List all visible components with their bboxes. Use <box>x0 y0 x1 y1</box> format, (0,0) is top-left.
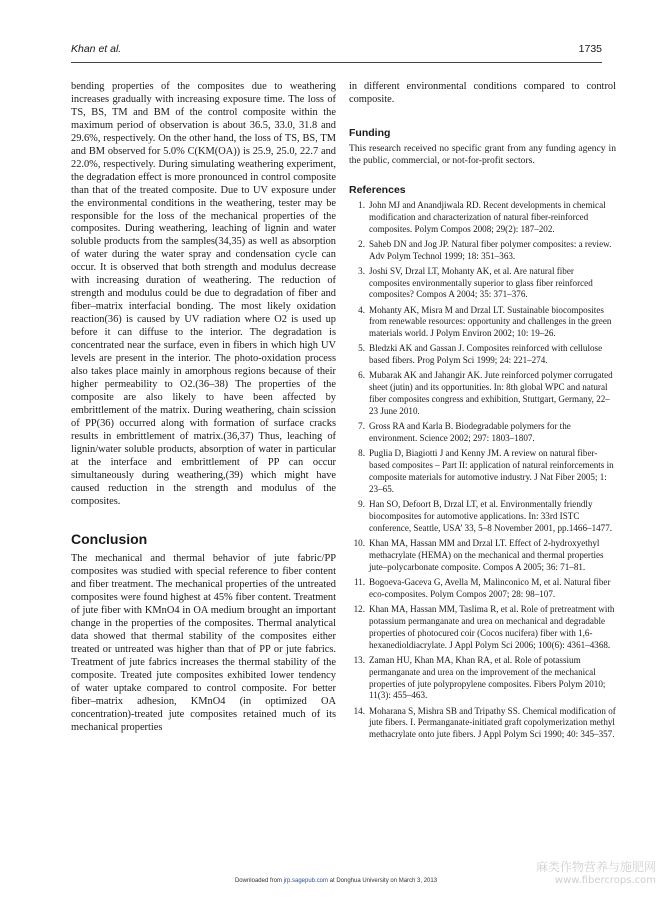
left-column <box>71 81 336 735</box>
watermark-title: 麻类作物营养与施肥网 <box>535 860 656 874</box>
reference-item <box>349 538 616 574</box>
reference-text: Bledzki AK and Gassan J. Composites reinforced with cellulose based fibers. Prog Polym Sci 1999; 24: 221–274. <box>369 343 603 366</box>
reference-number: 3. <box>358 265 365 276</box>
conclusion-heading: Conclusion <box>71 531 148 548</box>
reference-item <box>349 706 616 742</box>
reference-item <box>349 239 616 263</box>
funding-heading: Funding <box>349 126 391 139</box>
reference-number: 5. <box>358 343 365 354</box>
reference-number: 9. <box>358 499 365 510</box>
reference-item <box>349 655 616 703</box>
reference-text: Khan MA, Hassan MM, Taslima R, et al. Role of pretreatment with potassium permanganate and urea on mechanical and degradable properties of photocured coir (Cocos nucifera) fiber with 1,6-hexanedioldiacrylate. J Appl Polym Sci 2006; 100(6): 4361–4368. <box>369 603 615 650</box>
page-number: 1735 <box>578 43 602 55</box>
reference-number: 8. <box>358 448 365 459</box>
footer-link[interactable]: jrp.sagepub.com <box>283 878 328 884</box>
reference-item <box>349 421 616 445</box>
reference-text: Mubarak AK and Jahangir AK. Jute reinforced polymer corrugated sheet (jutin) and its opportunities. In: 8th global WPC and natural fiber composites congress and exhibition, Stuttgart, Germany, 22–23 June 2010. <box>369 370 613 417</box>
reference-item <box>349 577 616 601</box>
reference-item <box>349 448 616 496</box>
reference-text: Khan MA, Hassan MM and Drzal LT. Effect of 2-hydroxyethyl methacrylate (HEMA) on the mechanical and thermal properties jute–polycarbonate composite. Compos A 2005; 36: 71–81. <box>369 537 604 572</box>
footer-prefix: Downloaded from <box>234 878 284 884</box>
reference-item <box>349 200 616 236</box>
reference-number: 12. <box>353 603 365 614</box>
running-header <box>71 43 602 59</box>
running-author: Khan et al. <box>71 43 122 55</box>
reference-number: 2. <box>358 238 365 249</box>
reference-list <box>349 200 616 742</box>
footer-suffix: at Donghua University on March 3, 2013 <box>328 878 438 884</box>
reference-item <box>349 370 616 418</box>
reference-text: Han SO, Defoort B, Drzal LT, et al. Environmentally friendly biocomposites for automotive applications. In: 33rd ISTC conference, Seattle, USA’ 33, 5–8 November 2001, pp.1466–1477. <box>369 499 613 533</box>
header-rule <box>71 62 602 63</box>
reference-item <box>349 604 616 652</box>
weathering-paragraph: bending properties of the composites due to weathering increases gradually with increasing exposure time. The loss of TS, BS, TM and BM of the control composite within the maximum period of observation is about 36.5, 33.0, 31.8 and 29.6%, respectively. On the other hand, the loss of TS, BS, TM and BM observed for 5.0% C(KM(OA)) is 25.9, 25.0, 22.7 and 22.0%, respectively. During simulating weathering experiment, the degradation effect is more pronounced in control composite than that of the treated composite. Due to UV exposure under the environmental conditions in the weathering, tester may be responsible for the loss of the mechanical properties of the composites. During weathering, leaching of lignin and water soluble products from the samples(34,35) as well as absorption of water during the water spray and condensation cycle can occur. It is observed that both strength and modulus decrease with increasing duration of weathering. The reduction of strength and modulus could be due to degradation of fiber and fiber–matrix interfacial bonding. The most likely oxidation reaction(36) is caused by UV radiation where O2 is used up before it can diffuse to the interior. The degradation is concentrated near the surface, even in fibers in which high UV levels are present in the interior. The photo-oxidation process also takes place mainly in amorphous regions because of their higher permeability to O2.(36–38) The properties of the composite are also likely to have been affected by embrittlement of the matrix. During weathering, chain scission of PP(36) occurred along with formation of surface cracks results in embrittlement of matrix.(36,37) Thus, leaching of lignin/water soluble products, absorption of water in particular at the interface and embrittlement of PP can occur simultaneously during weathering,(39) which might have caused reduction in the strength and modulus of the composites. <box>71 81 336 507</box>
reference-text: John MJ and Anandjiwala RD. Recent developments in chemical modification and characterization of natural fiber-reinforced composites. Polym Compos 2008; 29(2): 187–202. <box>369 199 606 234</box>
funding-text: This research received no specific grant from any funding agency in the public, commercial, or not-for-profit sectors. <box>349 142 616 167</box>
reference-number: 10. <box>353 537 365 548</box>
references-heading: References <box>349 183 406 196</box>
reference-text: Gross RA and Karla B. Biodegradable polymers for the environment. Science 2002; 297: 1803–1807. <box>369 421 571 444</box>
reference-text: Mohanty AK, Misra M and Drzal LT. Sustainable biocomposites from renewable resources: opportunity and challenges in the green materials world. J Polym Environ 2002; 10: 19–26. <box>369 304 612 339</box>
reference-number: 14. <box>353 705 365 716</box>
reference-number: 13. <box>353 654 365 665</box>
reference-item <box>349 266 616 302</box>
reference-item <box>349 499 616 535</box>
reference-text: Joshi SV, Drzal LT, Mohanty AK, et al. Are natural fiber composites environmentally superior to glass fiber reinforced composites? Compos A 2004; 35: 371–376. <box>369 265 593 300</box>
watermark <box>536 860 656 888</box>
reference-text: Bogoeva-Gaceva G, Avella M, Malinconico M, et al. Natural fiber eco-composites. Polym Compos 2007; 28: 98–107. <box>369 576 611 599</box>
reference-text: Puglia D, Biagiotti J and Kenny JM. A review on natural fiber-based composites – Part II: application of natural reinforcements in composite materials for automotive industry. J Nat Fiber 2005; 1: 23–65. <box>369 448 614 494</box>
watermark-url: www.fibercrops.com <box>554 875 656 886</box>
reference-text: Saheb DN and Jog JP. Natural fiber polymer composites: a review. Adv Polym Technol 1999; 18: 351–363. <box>369 238 612 261</box>
reference-text: Moharana S, Mishra SB and Tripathy SS. Chemical modification of jute fibers. I. Permanganate-initiated graft copolymerization methyl methacrylate onto jute fibers. J Appl Polym Sci 1990; 40: 345–357. <box>369 705 616 740</box>
reference-number: 11. <box>353 576 365 587</box>
conclusion-continued: in different environmental conditions compared to control composite. <box>349 81 616 105</box>
reference-number: 4. <box>358 304 365 315</box>
reference-number: 7. <box>358 421 365 432</box>
reference-text: Zaman HU, Khan MA, Khan RA, et al. Role of potassium permanganate and urea on the improvement of the mechanical properties of jute polypropylene composites. Fibers Polym 2010; 11(3): 455–463. <box>369 654 606 701</box>
conclusion-paragraph: The mechanical and thermal behavior of jute fabric/PP composites was studied with special reference to fiber content and fiber treatment. The mechanical properties of the untreated composites were found highest at 45% fiber content. Treatment of jute fiber with KMnO4 in OA medium brought an important change in the properties of the composites. Thermal analytical data showed that thermal stability of the composites either treated or untreated was higher than that of PP or jute fabrics. Treatment of jute fabrics increases the thermal stability of the composite. Treated jute composites exhibited lower tendency of water uptake compared to control composite. For better fiber–matrix adhesion, KMnO4 (in optimized OA concentration)-treated jute composites retained much of its mechanical properties <box>71 553 336 733</box>
reference-number: 1. <box>358 199 365 210</box>
right-column <box>349 81 616 744</box>
reference-item <box>349 343 616 367</box>
reference-item <box>349 305 616 341</box>
reference-number: 6. <box>358 370 365 381</box>
